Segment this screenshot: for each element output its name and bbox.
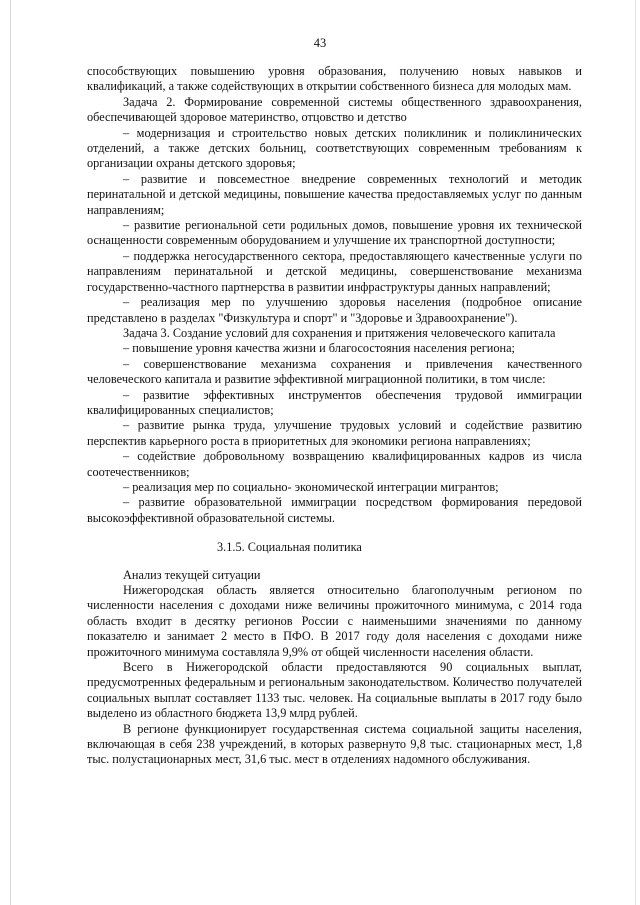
analysis-paragraph: Всего в Нижегородской области предоставляются 90 социальных выплат, предусмотренных федеральным и региональным законодательством. Количество получателей социальных выплат составляет 1133 тыс. человек. На социальные выплаты в 2017 году было выделено из областного бюджета 13,9 млрд рублей. <box>87 660 582 721</box>
list-item: – совершенствование механизма сохранения и привлечения качественного человеческого капитала и развитие эффективной миграционной политики, в том числе: <box>87 356 582 387</box>
analysis-paragraph: Нижегородская область является относительно благополучным регионом по численности населения с доходами ниже величины прожиточного минимума, с 2014 года область входит в десятку регионов России с наименьшими значениями по данному показателю и занимает 2 место в ПФО. В 2017 году доля населения с доходами ниже прожиточного минимума составляла 9,9% от общей численности населения области. <box>87 583 582 659</box>
list-item: – реализация мер по социально- экономической интеграции мигрантов; <box>123 479 499 494</box>
task-3-heading: Задача 3. Создание условий для сохранения и притяжения человеческого капитала <box>123 325 556 340</box>
scan-edge-right <box>635 0 636 905</box>
list-item: – развитие региональной сети родильных домов, повышение уровня их технической оснащенности современным оборудованием и улучшение их транспортной доступности; <box>87 218 582 248</box>
subheading: Анализ текущей ситуации <box>123 567 261 582</box>
list-item: – развитие эффективных инструментов обеспечения трудовой иммиграции квалифицированных специалистов; <box>87 387 582 417</box>
page-number: 43 <box>313 36 327 50</box>
list-item: – содействие добровольному возвращению квалифицированных кадров из числа соотечественников; <box>87 449 582 479</box>
analysis-paragraph: В регионе функционирует государственная система социальной защиты населения, включающая в себя 238 учреждений, в которых развернуто 9,8 тыс. стационарных мест, 1,8 тыс. полустационарных мест, 31,6 тыс. мест в отделениях надомного обслуживания. <box>87 721 582 767</box>
list-item: – поддержка негосударственного сектора, предоставляющего качественные услуги по направлениям перинатальной и детской медицины, совершенствование механизма государственно-частного партнерства в развитии инфраструктуры данных направлений; <box>87 248 582 294</box>
list-item: – развитие образовательной иммиграции посредством формирования передовой высокоэффективной образовательной системы. <box>87 495 582 525</box>
list-item: – повышение уровня качества жизни и благосостояния населения региона; <box>123 341 515 356</box>
task-2-heading: Задача 2. Формирование современной системы общественного здравоохранения, обеспечивающей здоровое материнство, отцовство и детство <box>87 94 582 125</box>
section-heading: 3.1.5. Социальная политика <box>217 540 362 555</box>
document-body <box>87 64 582 768</box>
list-item: – модернизация и строительство новых детских поликлиник и поликлинических отделений, а также детских больниц, соответствующих современным требованиям к организации охраны детского здоровья; <box>87 125 582 171</box>
paragraph: способствующих повышению уровня образования, получению новых навыков и квалификаций, а также содействующих в открытии собственного бизнеса для молодых мам. <box>87 64 582 94</box>
scan-edge-left <box>10 0 11 905</box>
list-item: – развитие и повсеместное внедрение современных технологий и методик перинатальной и детской медицины, повышение качества предоставляемых услуг по данным направлениям; <box>87 171 582 217</box>
list-item: – реализация мер по улучшению здоровья населения (подробное описание представлено в разделах "Физкультура и спорт" и "Здоровье и Здравоохранение"). <box>87 295 582 325</box>
list-item: – развитие рынка труда, улучшение трудовых условий и содействие развитию перспектив карьерного роста в приоритетных для экономики региона направлениях; <box>87 418 582 448</box>
